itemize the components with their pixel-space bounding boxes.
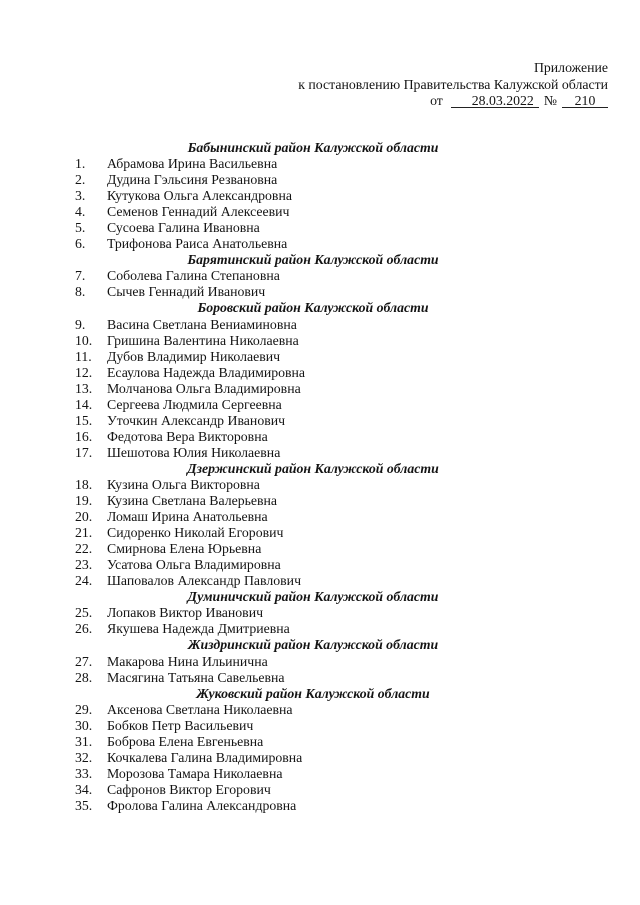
item-name: Кутукова Ольга Александровна: [107, 188, 292, 204]
item-number: 13.: [75, 380, 93, 396]
appendix-header: [298, 60, 608, 110]
item-name: Сычев Геннадий Иванович: [107, 284, 266, 300]
item-number: 22.: [75, 541, 93, 557]
date-prefix: от: [430, 93, 443, 108]
item-number: 23.: [75, 557, 93, 573]
list-item: [0, 734, 626, 750]
list-item: [0, 798, 626, 814]
item-number: 18.: [75, 476, 93, 492]
item-number: 12.: [75, 364, 93, 380]
section-title: Барятинский район Калужской области: [187, 252, 439, 268]
item-name: Соболева Галина Степановна: [107, 268, 280, 284]
item-name: Шешотова Юлия Николаевна: [107, 444, 281, 460]
resolution-number: 210: [562, 94, 608, 108]
section-title: Дзержинский район Калужской области: [187, 460, 439, 476]
resolution-date: 28.03.2022: [451, 94, 539, 108]
item-number: 17.: [75, 444, 93, 460]
item-name: Гришина Валентина Николаевна: [107, 332, 299, 348]
item-number: 1.: [75, 156, 86, 172]
list-item: [0, 317, 626, 333]
item-name: Семенов Геннадий Алексеевич: [107, 204, 290, 220]
item-number: 29.: [75, 701, 93, 717]
item-name: Смирнова Елена Юрьевна: [107, 541, 262, 557]
item-number: 28.: [75, 669, 93, 685]
list-item: [0, 621, 626, 637]
item-number: 34.: [75, 781, 93, 797]
list-item: [0, 750, 626, 766]
item-name: Сафронов Виктор Егорович: [107, 781, 271, 797]
list-item: [0, 670, 626, 686]
list-item: [0, 654, 626, 670]
item-name: Молчанова Ольга Владимировна: [107, 380, 301, 396]
list-item: [0, 284, 626, 300]
appendix-label: Приложение: [533, 60, 608, 75]
date-number-line: [298, 93, 608, 110]
item-name: Сидоренко Николай Егорович: [107, 525, 284, 541]
list-item: [0, 413, 626, 429]
item-number: 6.: [75, 236, 86, 252]
item-number: 9.: [75, 316, 86, 332]
list-item: [0, 493, 626, 509]
item-number: 10.: [75, 332, 93, 348]
item-number: 14.: [75, 396, 93, 412]
list-item: [0, 349, 626, 365]
item-name: Дубов Владимир Николаевич: [107, 348, 281, 364]
item-name: Есаулова Надежда Владимировна: [107, 364, 306, 380]
name-list: [0, 140, 626, 814]
item-name: Сергеева Людмила Сергеевна: [107, 396, 282, 412]
item-name: Аксенова Светлана Николаевна: [107, 701, 293, 717]
item-name: Васина Светлана Вениаминовна: [107, 316, 297, 332]
list-item: [0, 445, 626, 461]
item-number: 3.: [75, 188, 86, 204]
section-title: Думиничский район Калужской области: [187, 589, 439, 605]
list-item: [0, 204, 626, 220]
section-title: Бабынинский район Калужской области: [187, 140, 439, 155]
item-number: 16.: [75, 428, 93, 444]
item-number: 7.: [75, 268, 86, 284]
list-item: [0, 220, 626, 236]
item-number: 15.: [75, 412, 93, 428]
list-item: [0, 525, 626, 541]
item-number: 21.: [75, 525, 93, 541]
section-title: Жиздринский район Калужской области: [187, 637, 439, 653]
item-number: 25.: [75, 605, 93, 621]
list-item: [0, 573, 626, 589]
item-name: Боброва Елена Евгеньевна: [107, 733, 264, 749]
item-number: 4.: [75, 204, 86, 220]
item-name: Лопаков Виктор Иванович: [107, 605, 264, 621]
list-item: [0, 365, 626, 381]
item-name: Бобков Петр Васильевич: [107, 717, 254, 733]
list-item: [0, 381, 626, 397]
item-name: Абрамова Ирина Васильевна: [107, 156, 278, 172]
list-item: [0, 236, 626, 252]
item-number: 19.: [75, 493, 93, 509]
resolution-reference: к постановлению Правительства Калужской области: [298, 76, 608, 92]
item-name: Уточкин Александр Иванович: [107, 412, 286, 428]
section-title: Жуковский район Калужской области: [196, 685, 430, 701]
item-name: Федотова Вера Викторовна: [107, 428, 268, 444]
list-item: [0, 156, 626, 172]
item-number: 31.: [75, 733, 93, 749]
number-sign: №: [543, 93, 557, 108]
list-item: [0, 557, 626, 573]
item-name: Сусоева Галина Ивановна: [107, 220, 260, 236]
item-number: 5.: [75, 220, 86, 236]
item-number: 26.: [75, 621, 93, 637]
list-item: [0, 477, 626, 493]
item-number: 33.: [75, 765, 93, 781]
item-number: 24.: [75, 573, 93, 589]
list-item: [0, 782, 626, 798]
item-name: Ломаш Ирина Анатольевна: [107, 509, 268, 525]
item-name: Морозова Тамара Николаевна: [107, 765, 283, 781]
item-name: Шаповалов Александр Павлович: [107, 573, 302, 589]
item-number: 11.: [75, 348, 92, 364]
list-item: [0, 718, 626, 734]
item-name: Масягина Татьяна Савельевна: [107, 669, 285, 685]
list-item: [0, 541, 626, 557]
item-number: 8.: [75, 284, 86, 300]
item-number: 35.: [75, 797, 93, 813]
item-name: Трифонова Раиса Анатольевна: [107, 236, 288, 252]
item-number: 20.: [75, 509, 93, 525]
item-name: Дудина Гэльсиня Резвановна: [107, 172, 278, 188]
item-number: 32.: [75, 749, 93, 765]
item-number: 27.: [75, 653, 93, 669]
list-item: [0, 188, 626, 204]
item-name: Якушева Надежда Дмитриевна: [107, 621, 290, 637]
item-name: Кузина Ольга Викторовна: [107, 476, 260, 492]
item-name: Усатова Ольга Владимировна: [107, 557, 281, 573]
list-item: [0, 172, 626, 188]
list-item: [0, 766, 626, 782]
section-title: Боровский район Калужской области: [197, 300, 429, 316]
item-number: 2.: [75, 172, 86, 188]
item-name: Фролова Галина Александровна: [107, 797, 297, 813]
list-item: [0, 509, 626, 525]
item-name: Кузина Светлана Валерьевна: [107, 493, 278, 509]
list-item: [0, 333, 626, 349]
item-name: Макарова Нина Ильинична: [107, 653, 268, 669]
list-item: [0, 605, 626, 621]
list-item: [0, 397, 626, 413]
list-item: [0, 702, 626, 718]
item-name: Кочкалева Галина Владимировна: [107, 749, 303, 765]
list-item: [0, 268, 626, 284]
list-item: [0, 429, 626, 445]
item-number: 30.: [75, 717, 93, 733]
